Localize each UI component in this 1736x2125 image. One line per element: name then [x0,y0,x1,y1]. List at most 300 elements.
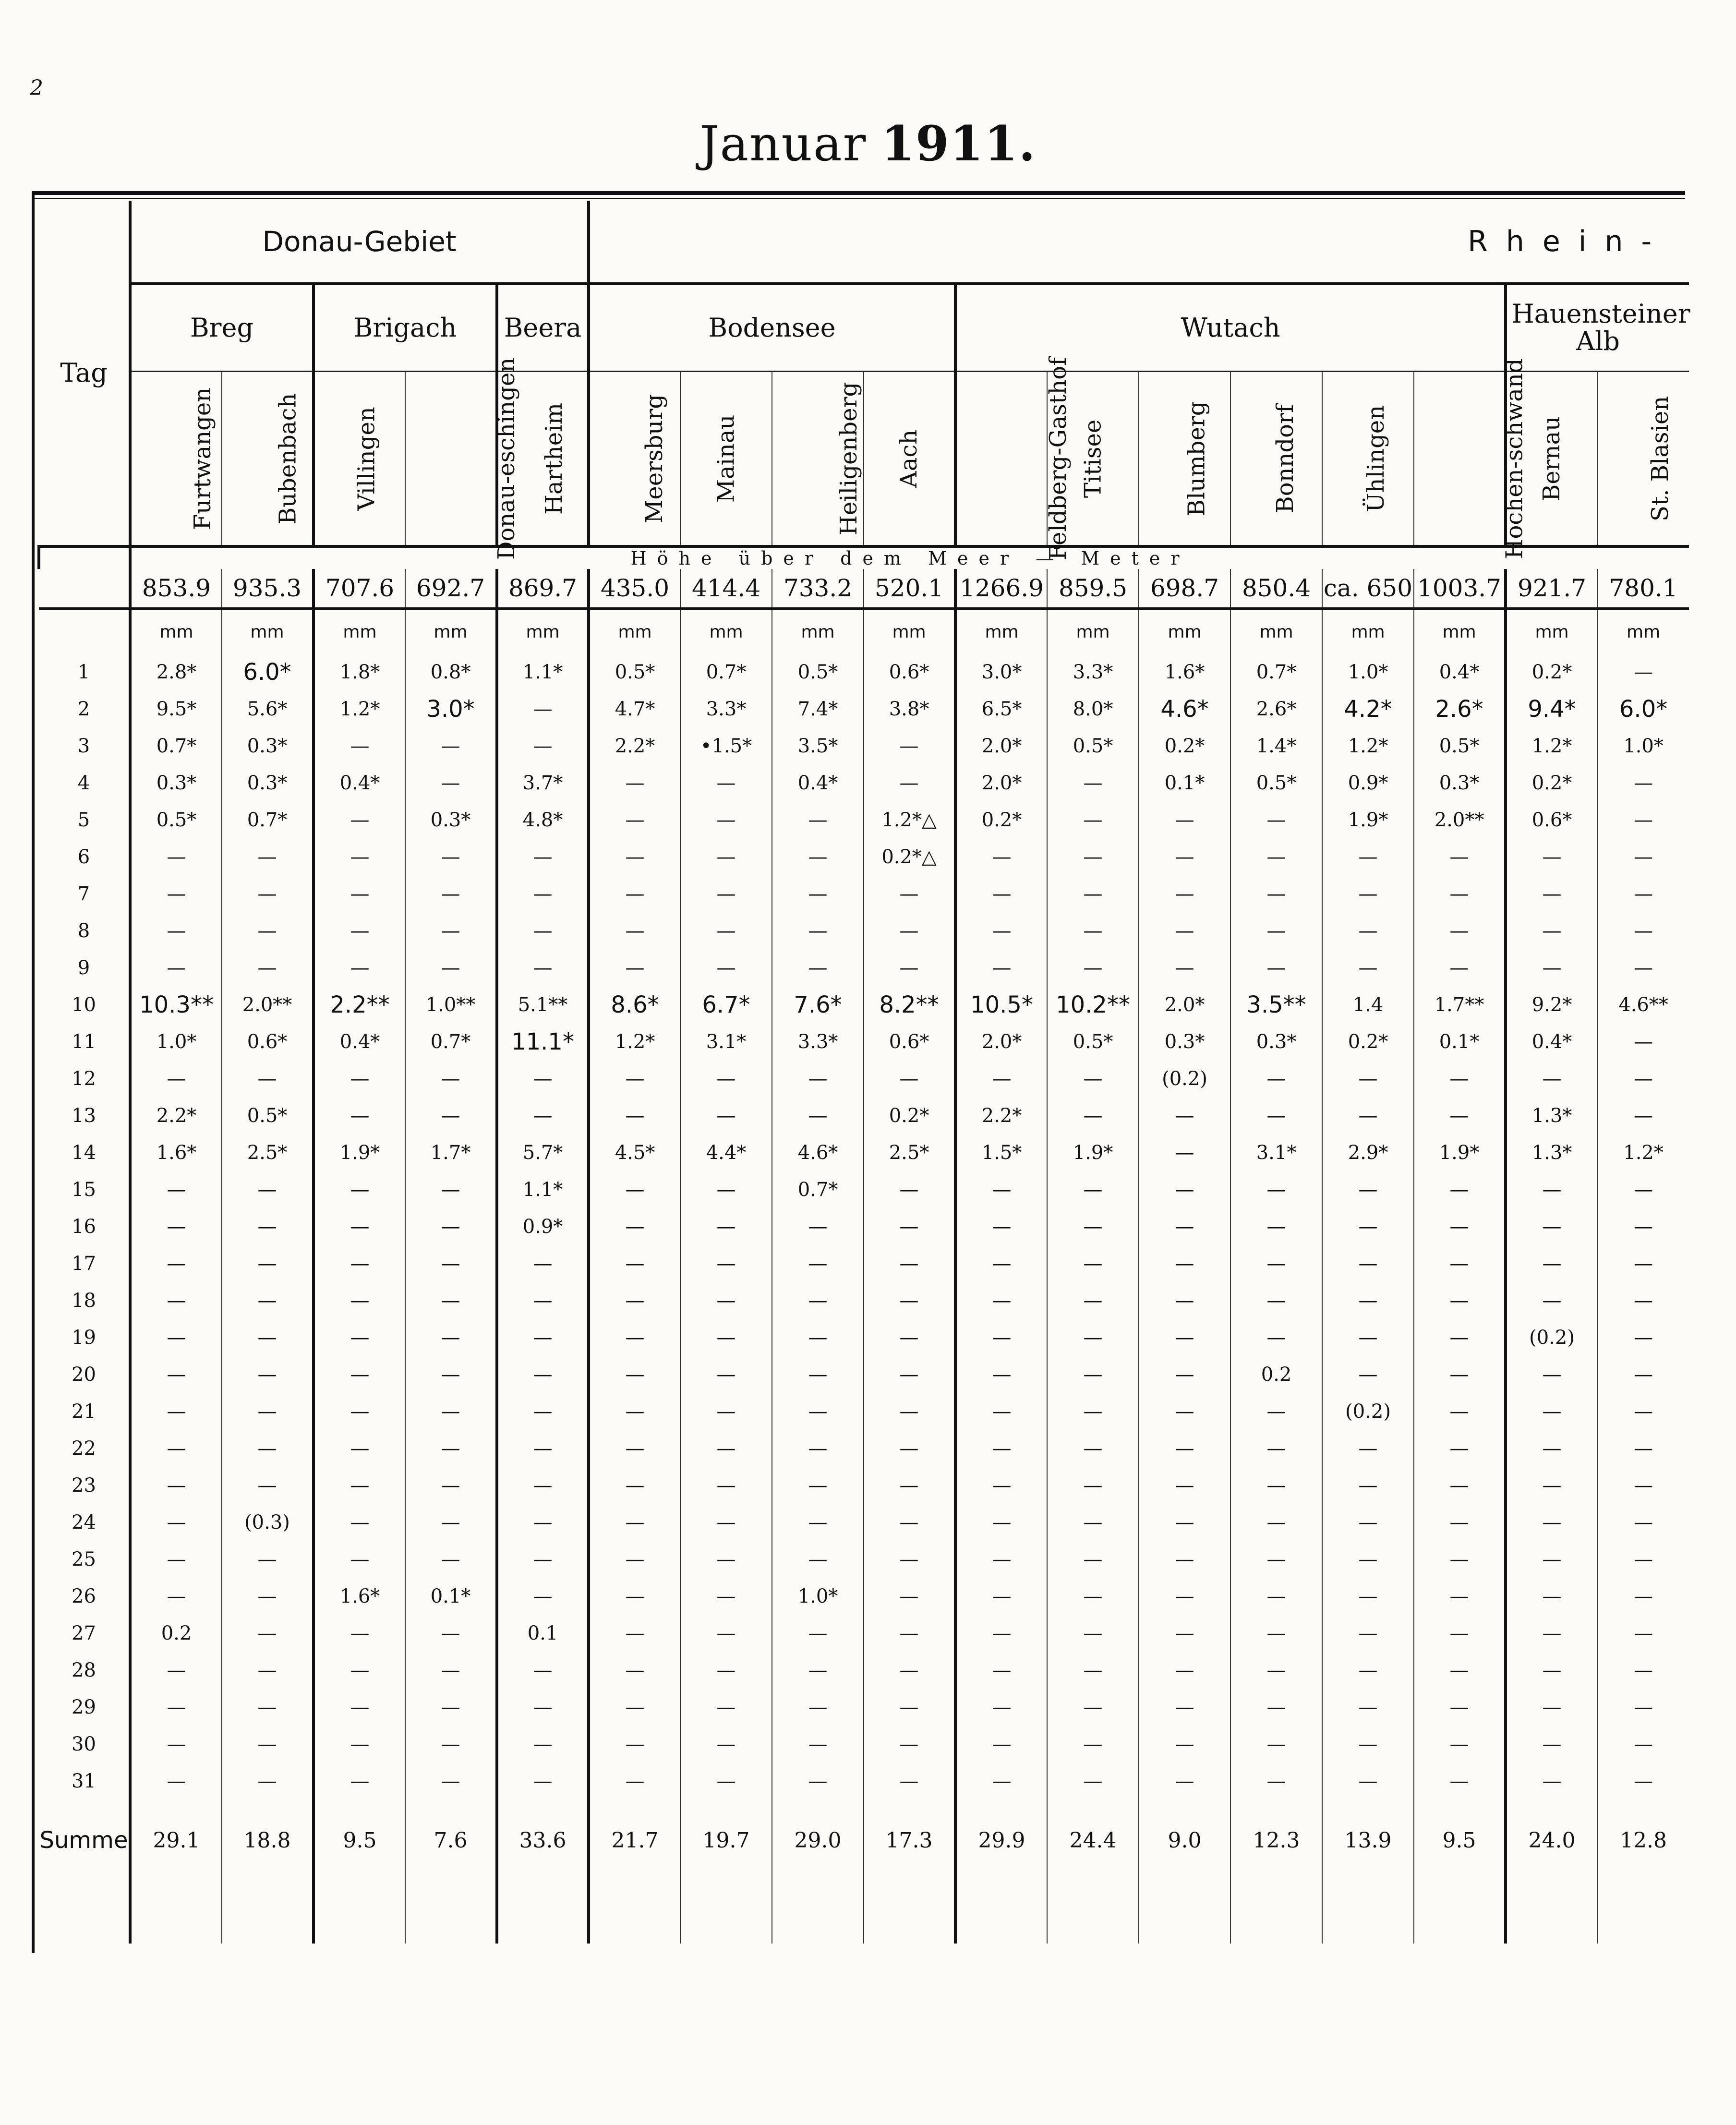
precip-value: — [1414,1356,1506,1393]
precip-value: — [497,1060,589,1097]
unit-label: mm [1506,609,1597,653]
precip-value: — [130,1282,222,1319]
precip-value: — [1230,1615,1322,1652]
precip-value: 0.2* [1322,1023,1414,1060]
gap-spacer [1597,1799,1689,1814]
day-row [39,727,1689,764]
precip-value: — [680,1578,772,1615]
precip-value: — [405,1504,497,1541]
precip-value: 1.0* [1322,653,1414,690]
precip-value: 0.6* [864,1023,955,1060]
gap-spacer [1322,1799,1414,1814]
river-beera: Beera [497,284,589,372]
precip-value: — [1597,1097,1689,1134]
station-elevation: 698.7 [1139,569,1230,609]
precip-value: 9.5* [130,690,222,727]
river-wutach: Wutach [955,284,1506,372]
precip-value: — [589,1060,680,1097]
precip-value: — [1597,1763,1689,1799]
tail-spacer [497,1867,589,1944]
day-row [39,1319,1689,1356]
precip-value: — [589,1763,680,1799]
day-row [39,1541,1689,1578]
precip-value: — [1597,1467,1689,1504]
tail-spacer [1230,1867,1322,1944]
precip-value: — [1139,1245,1230,1282]
station-name: Höchen-schwand [1501,358,1528,559]
precip-value: — [130,1356,222,1393]
precip-value: 1.3* [1506,1134,1597,1171]
precip-value: — [1230,1504,1322,1541]
day-number: 20 [72,1363,96,1386]
tag-header [39,201,130,546]
precip-value: — [955,1356,1047,1393]
precip-value: 1.1* [497,1171,589,1208]
precip-value: 1.2* [1506,727,1597,764]
unit-label: mm [955,609,1047,653]
precip-value: — [497,875,589,912]
precip-value: — [1597,653,1689,690]
precip-value: — [130,1689,222,1726]
precip-value: — [1506,1541,1597,1578]
precip-value: 2.2* [955,1097,1047,1134]
precip-value: 9.2* [1506,986,1597,1023]
precip-value: 2.0* [955,727,1047,764]
precip-value: — [589,1615,680,1652]
precip-value: — [1047,764,1139,801]
precip-value: — [405,949,497,986]
precip-value: 1.2* [313,690,405,727]
precip-value: — [405,1393,497,1430]
precip-value: — [680,949,772,986]
station-elevation: 935.3 [222,569,313,609]
unit-label: mm [405,609,497,653]
precip-value: — [130,1208,222,1245]
precip-value: •1.5* [680,727,772,764]
title-year: 1911. [881,115,1037,172]
precip-value: — [313,1652,405,1689]
precip-value: 2.0* [955,1023,1047,1060]
station-name: Feldberg-Gasthof [1044,357,1072,560]
precip-value: 4.4* [680,1134,772,1171]
station-elevation: 780.1 [1597,569,1689,609]
precip-value: 0.3* [1414,764,1506,801]
precip-value: 1.9* [1322,801,1414,838]
station-header-feldberg-gasthof [955,357,1072,560]
precip-value: 1.3* [1506,1097,1597,1134]
precip-value: — [497,690,589,727]
precip-value: — [130,912,222,949]
day-number: 16 [72,1215,96,1238]
station-header-bonndorf [1230,372,1322,547]
precip-value: 0.9* [1322,764,1414,801]
tail-spacer [589,1867,680,1944]
day-row [39,764,1689,801]
precip-value: — [955,1689,1047,1726]
day-number: 19 [72,1326,96,1349]
precip-value: — [772,1467,864,1504]
precip-value: — [1047,1171,1139,1208]
precip-value: — [1322,1171,1414,1208]
day-row [39,838,1689,875]
station-sum: 7.6 [405,1814,497,1867]
precip-value: 1.4* [1230,727,1322,764]
precip-value: — [589,1430,680,1467]
precip-value: 0.4* [313,1023,405,1060]
precip-value: — [1230,1393,1322,1430]
station-sum: 21.7 [589,1814,680,1867]
precip-value: — [589,1319,680,1356]
precip-value: — [1597,1356,1689,1393]
precip-value: 0.5* [589,653,680,690]
precip-value: — [864,1245,955,1282]
precip-value: — [497,1097,589,1134]
precip-value: — [589,1689,680,1726]
precip-value: — [313,1763,405,1799]
precip-value: — [1414,1615,1506,1652]
precip-value: 0.2* [1506,764,1597,801]
precip-value: — [222,1430,313,1467]
precip-value: — [680,1282,772,1319]
day-number: 26 [72,1585,96,1607]
precip-value: — [405,1097,497,1134]
tail-spacer [955,1867,1047,1944]
precip-value: — [1506,1245,1597,1282]
precip-value: — [1322,1541,1414,1578]
precip-value: — [1230,838,1322,875]
page-number: 2 [30,76,43,100]
precip-value: 1.7* [405,1134,497,1171]
precip-value: 4.7* [589,690,680,727]
precip-value: — [405,1726,497,1763]
precip-value: — [1230,1467,1322,1504]
precip-value: — [1322,1689,1414,1726]
precip-value: — [1322,1726,1414,1763]
precip-value: — [1506,1763,1597,1799]
precip-value: — [1414,1504,1506,1541]
precip-value: 1.5* [955,1134,1047,1171]
station-sum: 29.1 [130,1814,222,1867]
precip-value: — [864,1060,955,1097]
day-number: 7 [77,882,90,905]
station-header-blumberg [1139,372,1230,547]
unit-label: mm [313,609,405,653]
precip-value: — [1506,1467,1597,1504]
precip-value: — [1597,1208,1689,1245]
river-breg: Breg [130,284,313,372]
precip-value: 0.3* [222,727,313,764]
unit-label: mm [589,609,680,653]
precip-value: 4.6* [772,1134,864,1171]
precip-value: — [589,764,680,801]
precip-value: — [955,1726,1047,1763]
frame-left-rule [32,191,35,1953]
station-header-furtwangen [130,372,222,547]
day-row [39,1763,1689,1799]
precip-value: — [130,1393,222,1430]
precip-value: — [1597,1060,1689,1097]
precip-value: — [1597,1393,1689,1430]
tail-tag-spacer [39,1867,130,1944]
station-header-bubenbach [222,372,313,547]
precip-value: — [1230,1726,1322,1763]
day-row [39,1467,1689,1504]
precip-value: — [864,1430,955,1467]
precip-value: — [772,875,864,912]
precip-value: — [864,1615,955,1652]
precip-value: — [680,838,772,875]
precip-value: — [130,1541,222,1578]
precip-value: 0.7* [1230,653,1322,690]
station-sum: 19.7 [680,1814,772,1867]
precip-value: 0.1* [1414,1023,1506,1060]
precip-value: — [955,1282,1047,1319]
precip-value: 0.5* [222,1097,313,1134]
precip-value: — [1230,912,1322,949]
precip-value: — [1230,1763,1322,1799]
day-number: 31 [72,1770,96,1792]
precip-value: — [589,1652,680,1689]
precip-value: — [1414,1430,1506,1467]
precip-value: — [1506,1171,1597,1208]
precip-value: 0.1 [497,1615,589,1652]
precip-value: 0.4* [1506,1023,1597,1060]
precip-value: — [222,1282,313,1319]
gap-spacer [1139,1799,1230,1814]
tail-spacer [313,1867,405,1944]
precip-value: — [680,1208,772,1245]
precip-value: 1.0** [405,986,497,1023]
precip-value: — [772,1763,864,1799]
station-name: St. Blasien [1647,396,1674,521]
river-bodensee: Bodensee [589,284,955,372]
station-elevation: 1266.9 [955,569,1047,609]
precip-value: — [405,1541,497,1578]
precip-value: — [313,1060,405,1097]
precip-value: — [772,1393,864,1430]
unit-label: mm [1139,609,1230,653]
precip-value: — [1139,1393,1230,1430]
day-number: 27 [72,1622,96,1644]
station-header-mainau [680,372,772,547]
precip-value: — [1047,1652,1139,1689]
precip-value: — [1322,1467,1414,1504]
precip-value: — [497,838,589,875]
precip-value: — [1597,1541,1689,1578]
precip-value: — [497,1578,589,1615]
precip-value: 0.4* [772,764,864,801]
precip-value: 3.1* [680,1023,772,1060]
day-number: 29 [72,1696,96,1718]
precip-value: — [1230,1541,1322,1578]
precip-value: 4.5* [589,1134,680,1171]
precip-value: — [955,1763,1047,1799]
precip-value: — [1597,949,1689,986]
precip-value: — [589,1726,680,1763]
precip-value: — [130,1467,222,1504]
station-header-hartheim [497,372,589,547]
precip-value: — [405,912,497,949]
station-header-titisee [1047,372,1139,547]
precip-value: — [1597,1652,1689,1689]
precip-value: — [497,1282,589,1319]
day-number: 2 [77,698,90,720]
station-sum: 24.4 [1047,1814,1139,1867]
precip-value: — [130,1171,222,1208]
precip-value: — [222,1356,313,1393]
station-header-st-blasien [1597,372,1689,547]
precip-value: — [680,1319,772,1356]
tag-header-spacer [39,546,130,569]
precip-value: — [1414,1541,1506,1578]
precip-value: 2.2* [589,727,680,764]
precip-value: — [1322,949,1414,986]
unit-label: mm [130,609,222,653]
precip-value: — [222,1393,313,1430]
station-elevation: 435.0 [589,569,680,609]
precip-value: — [1597,1430,1689,1467]
precip-value: 1.9* [1047,1134,1139,1171]
tail-spacer [405,1867,497,1944]
precip-value: — [1139,1319,1230,1356]
station-sum: 9.5 [313,1814,405,1867]
precip-value: — [405,838,497,875]
precip-value: — [1506,949,1597,986]
precip-value: — [497,727,589,764]
precip-value: — [497,1652,589,1689]
precip-value: — [589,875,680,912]
basin-rhein: Rhein- [589,201,1689,284]
precip-value: — [1322,1763,1414,1799]
precip-value: — [955,1393,1047,1430]
precip-value: — [130,1726,222,1763]
precip-value: — [1597,1171,1689,1208]
precip-value: 0.2* [1506,653,1597,690]
frame-top-rule-thin [32,198,1685,199]
precip-value: 11.1* [497,1023,589,1060]
precip-value: — [680,1356,772,1393]
precip-value: — [313,727,405,764]
gap-spacer [680,1799,772,1814]
precip-value: — [864,949,955,986]
precip-value: 2.2** [313,986,405,1023]
precip-value: 0.2*△ [864,838,955,875]
precip-value: — [1230,1208,1322,1245]
day-number: 18 [72,1289,96,1312]
precip-value: — [222,1541,313,1578]
precip-value: — [1414,1208,1506,1245]
precip-value: — [680,1467,772,1504]
day-number: 10 [72,993,96,1016]
precip-value: 10.2** [1047,986,1139,1023]
precip-value: — [1047,1578,1139,1615]
tail-spacer [1597,1867,1689,1944]
precip-value: 1.2* [1597,1134,1689,1171]
precip-value: 0.3* [1230,1023,1322,1060]
precip-value: — [1414,1726,1506,1763]
precip-value: — [130,1763,222,1799]
precip-value: — [1506,1504,1597,1541]
day-number: 3 [77,735,90,757]
precip-value: — [1230,875,1322,912]
precip-value: — [1506,838,1597,875]
precip-value: — [1139,949,1230,986]
precip-value: 0.6* [222,1023,313,1060]
precip-value: 0.5* [130,801,222,838]
precip-value: — [864,875,955,912]
precip-value: — [772,1652,864,1689]
precip-value: — [864,1171,955,1208]
precip-value: — [1506,1615,1597,1652]
precip-value: 1.1* [497,653,589,690]
precip-value: 2.5* [222,1134,313,1171]
precip-value: — [1322,1097,1414,1134]
precip-value: — [313,1282,405,1319]
precip-value: — [313,1171,405,1208]
precip-value: — [864,1763,955,1799]
precip-value: — [1047,1763,1139,1799]
precip-value: — [1597,1578,1689,1615]
precip-value: — [405,1689,497,1726]
precip-value: 6.0* [222,653,313,690]
river-brigach: Brigach [313,284,497,372]
precip-value: — [405,1615,497,1652]
precip-value: — [405,1652,497,1689]
gap-spacer [497,1799,589,1814]
precip-value: — [772,1541,864,1578]
precip-value: — [130,1504,222,1541]
precip-value: — [497,1393,589,1430]
day-row [39,1245,1689,1282]
unit-label: mm [680,609,772,653]
precip-value: — [497,1541,589,1578]
precip-value: 0.7* [222,801,313,838]
unit-label: mm [222,609,313,653]
gap-spacer [130,1799,222,1814]
precip-value: — [497,1726,589,1763]
precip-value: — [680,1393,772,1430]
station-sum: 24.0 [1506,1814,1597,1867]
precip-value: — [589,1393,680,1430]
precip-value: — [955,1430,1047,1467]
precip-value: — [864,1652,955,1689]
precip-value: — [772,1282,864,1319]
day-number: 17 [72,1252,96,1275]
precip-value: — [130,1578,222,1615]
precip-value: — [1047,875,1139,912]
precip-value: — [130,1319,222,1356]
height-band: Höhe über dem Meer — Meter [130,546,1689,569]
precip-value: 3.8* [864,690,955,727]
precip-value: — [1230,1652,1322,1689]
precip-value: — [1597,1615,1689,1652]
precip-value: — [589,1097,680,1134]
precip-value: (0.2) [1322,1393,1414,1430]
precip-value: 1.2*△ [864,801,955,838]
precip-value: — [497,1319,589,1356]
precip-value: — [130,1060,222,1097]
day-row [39,1282,1689,1319]
station-elevation: 859.5 [1047,569,1139,609]
precip-value: — [497,949,589,986]
station-name: Bubenbach [274,393,301,524]
precip-value: 2.8* [130,653,222,690]
day-row [39,875,1689,912]
precip-value: 1.0* [1597,727,1689,764]
precip-value: — [1322,1245,1414,1282]
day-number: 13 [72,1104,96,1127]
gap-spacer [772,1799,864,1814]
